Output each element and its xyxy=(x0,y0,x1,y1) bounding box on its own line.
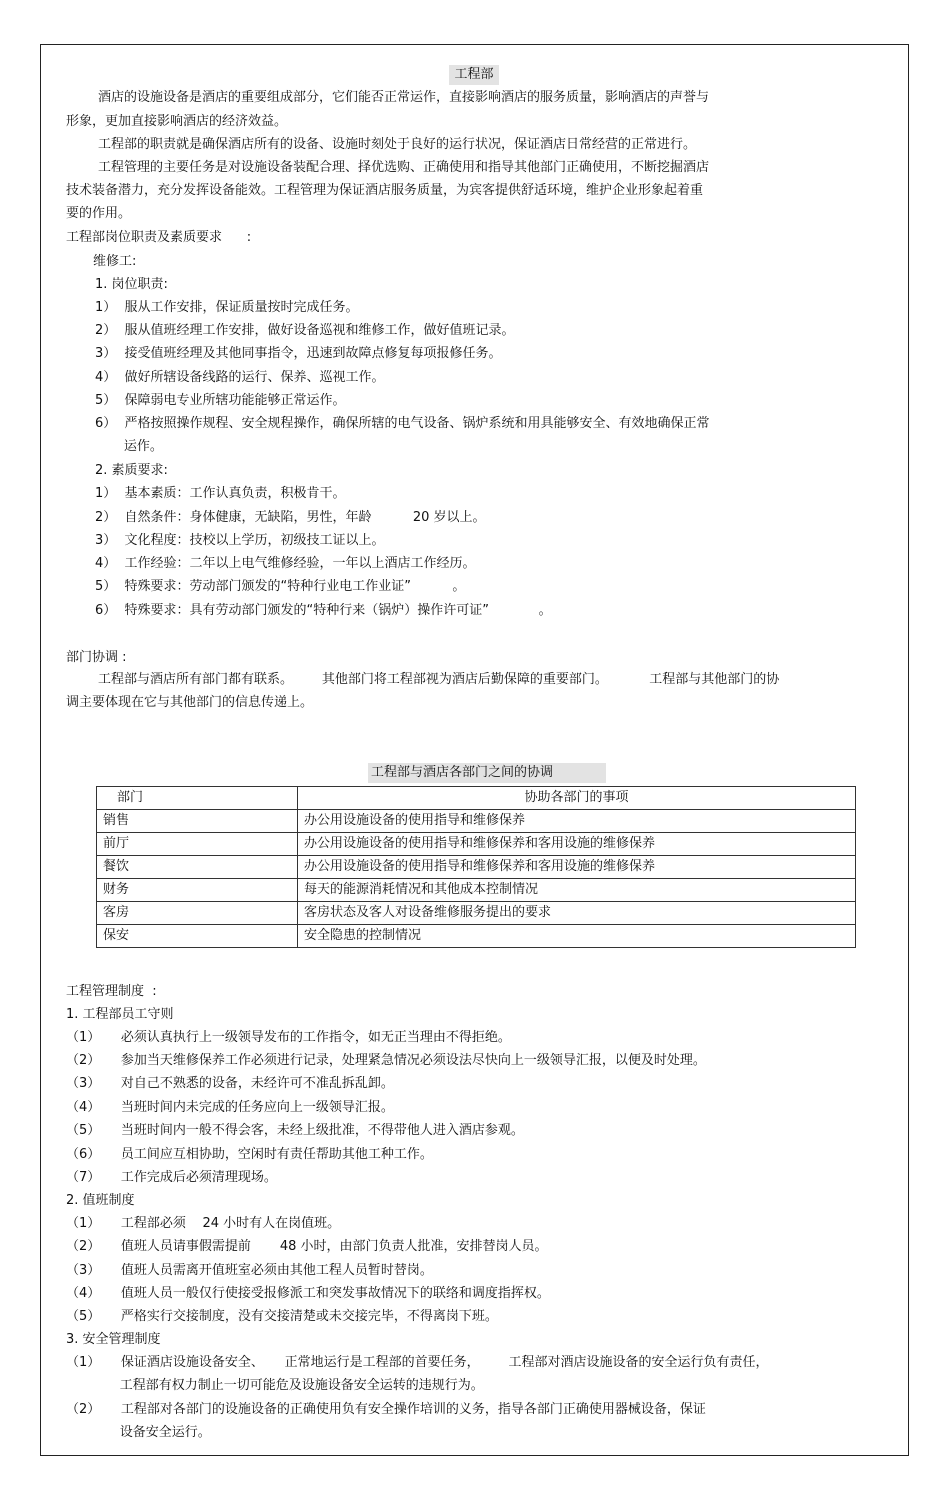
table-cell-department: 保安 xyxy=(97,925,298,948)
intro-line: 工程管理的主要任务是对设施设备装配合理、择优选购、正确使用和指导其他部门正确使用，不断挖掘酒店 xyxy=(98,160,710,175)
intro-line: 工程部的职责就是确保酒店所有的设备、设施时刻处于良好的运行状况，保证酒店日常经营的正常进行。 xyxy=(98,137,697,152)
duty-item: 1） 服从工作安排，保证质量按时完成任务。 xyxy=(95,300,359,315)
coordination-text: 调主要体现在它与其他部门的信息传递上。 xyxy=(66,695,314,710)
requirement-item: 2） 自然条件：身体健康，无缺陷，男性，年龄 20 岁以上。 xyxy=(95,510,486,525)
rule-item: （2） 工程部对各部门的设施设备的正确使用负有安全操作培训的义务，指导各部门正确使用器械设备，保证 xyxy=(66,1402,706,1417)
duty-item: 运作。 xyxy=(95,439,163,454)
duty-item: 4） 做好所辖设备线路的运行、保养、巡视工作。 xyxy=(95,370,385,385)
table-cell-department: 前厅 xyxy=(97,833,298,856)
table-cell-department: 客房 xyxy=(97,902,298,925)
role-label: 维修工: xyxy=(93,254,137,269)
table-cell-department: 餐饮 xyxy=(97,856,298,879)
table-row xyxy=(97,879,856,902)
coordination-text: 工程部与酒店所有部门都有联系。 其他部门将工程部视为酒店后勤保障的重要部门。 工程部与其他部门的协 xyxy=(98,672,780,687)
rule-item: （2） 参加当天维修保养工作必须进行记录，处理紧急情况必须设法尽快向上一级领导汇报，以便及时处理。 xyxy=(66,1053,706,1068)
requirement-item: 3） 文化程度：技校以上学历，初级技工证以上。 xyxy=(95,533,385,548)
rule-item: （1） 必须认真执行上一级领导发布的工作指令，如无正当理由不得拒绝。 xyxy=(66,1030,511,1045)
intro-line: 形象，更加直接影响酒店的经济效益。 xyxy=(66,114,288,129)
table-cell-matter: 办公用设施设备的使用指导和维修保养和客用设施的维修保养 xyxy=(298,833,856,856)
table-row xyxy=(97,833,856,856)
duty-item: 3） 接受值班经理及其他同事指令，迅速到故障点修复每项报修任务。 xyxy=(95,346,502,361)
requirement-item: 4） 工作经验：二年以上电气维修经验，一年以上酒店工作经历。 xyxy=(95,556,476,571)
rule-item: （3） 对自己不熟悉的设备，未经许可不准乱拆乱卸。 xyxy=(66,1076,394,1091)
management-subsection: 3. 安全管理制度 xyxy=(66,1332,161,1347)
table-cell-matter: 办公用设施设备的使用指导和维修保养和客用设施的维修保养 xyxy=(298,856,856,879)
table-row xyxy=(97,925,856,948)
table-cell-matter: 每天的能源消耗情况和其他成本控制情况 xyxy=(298,879,856,902)
intro-line: 酒店的设施设备是酒店的重要组成部分，它们能否正常运作，直接影响酒店的服务质量，影响酒店的声誉与 xyxy=(98,90,710,105)
table-caption: 工程部与酒店各部门之间的协调 xyxy=(368,763,606,783)
subheading-requirements: 2. 素质要求: xyxy=(95,463,168,478)
table-cell-matter: 办公用设施设备的使用指导和维修保养 xyxy=(298,810,856,833)
rule-item: （5） 严格实行交接制度，没有交接清楚或未交接完毕，不得离岗下班。 xyxy=(66,1309,498,1324)
requirement-item: 6） 特殊要求：具有劳动部门颁发的“特种行来（锅炉）操作许可证” 。 xyxy=(95,603,552,618)
rule-item: （4） 当班时间内未完成的任务应向上一级领导汇报。 xyxy=(66,1100,394,1115)
intro-line: 要的作用。 xyxy=(66,206,132,221)
rule-item: （4） 值班人员一般仅行使接受报修派工和突发事故情况下的联络和调度指挥权。 xyxy=(66,1286,550,1301)
table-row xyxy=(97,810,856,833)
table-row xyxy=(97,902,856,925)
rule-item: （7） 工作完成后必须清理现场。 xyxy=(66,1170,277,1185)
table-header-row xyxy=(97,787,856,810)
rule-item: （3） 值班人员需离开值班室必须由其他工程人员暂时替岗。 xyxy=(66,1263,433,1278)
duty-item: 6） 严格按照操作规程、安全规程操作，确保所辖的电气设备、锅炉系统和用具能够安全、有效地确保正常 xyxy=(95,416,710,431)
section-heading-duties: 工程部岗位职责及素质要求 : xyxy=(66,230,252,245)
requirement-item: 5） 特殊要求：劳动部门颁发的“特种行业电工作业证” 。 xyxy=(95,579,466,594)
page-title: 工程部 xyxy=(449,65,499,85)
rule-item: （2） 值班人员请事假需提前 48 小时，由部门负责人批准，安排替岗人员。 xyxy=(66,1239,548,1254)
section-heading-management: 工程管理制度 : xyxy=(66,984,157,999)
rule-item: 工程部有权力制止一切可能危及设施设备安全运转的违规行为。 xyxy=(66,1378,484,1393)
management-subsection: 2. 值班制度 xyxy=(66,1193,135,1208)
table-cell-department: 销售 xyxy=(97,810,298,833)
coordination-table xyxy=(96,786,856,948)
section-heading-coordination: 部门协调 : xyxy=(66,650,127,665)
rule-item: （1） 保证酒店设施设备安全、 正常地运行是工程部的首要任务， 工程部对酒店设施设备的安全运行负有责任， xyxy=(66,1355,769,1370)
rule-item: （1） 工程部必须 24 小时有人在岗值班。 xyxy=(66,1216,341,1231)
table-row xyxy=(97,856,856,879)
rule-item: 设备安全运行。 xyxy=(66,1425,211,1440)
table-header-cell: 协助各部门的事项 xyxy=(298,787,856,810)
duty-item: 2） 服从值班经理工作安排，做好设备巡视和维修工作，做好值班记录。 xyxy=(95,323,515,338)
rule-item: （5） 当班时间内一般不得会客，未经上级批准，不得带他人进入酒店参观。 xyxy=(66,1123,524,1138)
table-cell-matter: 安全隐患的控制情况 xyxy=(298,925,856,948)
intro-line: 技术装备潜力，充分发挥设备能效。工程管理为保证酒店服务质量，为宾客提供舒适环境，维护企业形象起着重 xyxy=(66,183,704,198)
requirement-item: 1） 基本素质：工作认真负责，积极肯干。 xyxy=(95,486,346,501)
subheading-duties: 1. 岗位职责: xyxy=(95,277,168,292)
table-cell-matter: 客房状态及客人对设备维修服务提出的要求 xyxy=(298,902,856,925)
management-subsection: 1. 工程部员工守则 xyxy=(66,1007,174,1022)
duty-item: 5） 保障弱电专业所辖功能能够正常运作。 xyxy=(95,393,346,408)
rule-item: （6） 员工间应互相协助，空闲时有责任帮助其他工种工作。 xyxy=(66,1147,433,1162)
table-cell-department: 财务 xyxy=(97,879,298,902)
table-header-cell: 部门 xyxy=(97,787,298,810)
